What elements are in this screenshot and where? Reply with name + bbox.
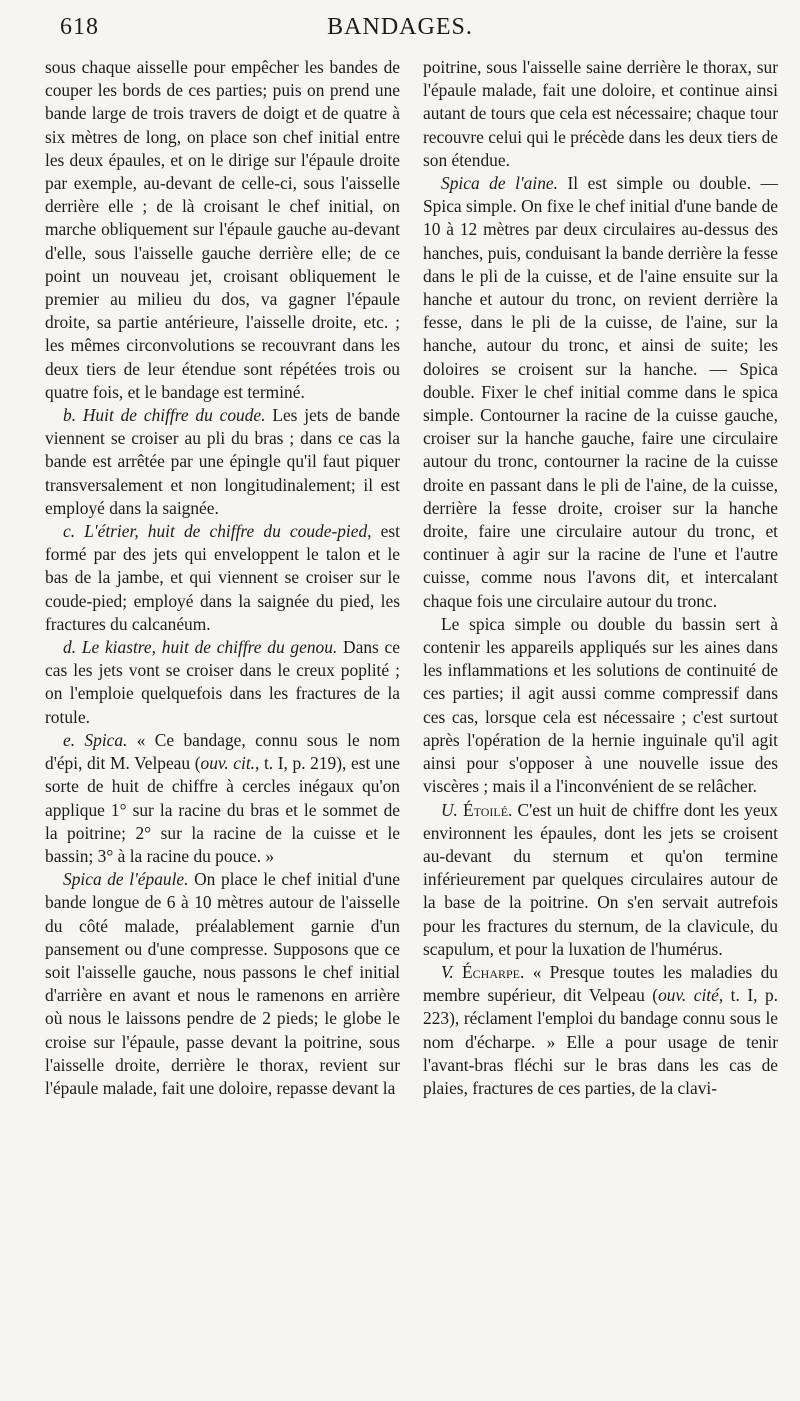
section-title: L'étrier, huit de chiffre du coude-pied, (84, 521, 372, 542)
item-letter: U. (441, 799, 458, 820)
item-letter: e. (63, 729, 76, 750)
section-title: Huit de chiffre du coude. (82, 405, 266, 426)
paragraph (45, 404, 400, 520)
paragraph-body: , t. I, p. 223), réclament l'emploi du bandage connu sous le nom d'écharpe. » Elle a pour usage de tenir l'avant-bras fléchi sur le bras dans les cas de plaies, fractures de ces parties, de la clavi- (423, 985, 778, 1098)
section-title: Le kiastre, huit de chiffre du genou. (81, 637, 338, 658)
paragraph-body: « Ce bandage, connu sous le nom d'épi, dit M. Velpeau ( (45, 729, 400, 774)
paragraph: sous chaque aisselle pour empêcher les bandes de couper les bords de ces parties; puis on prend une bande large de trois travers de doigt et de quatre à six mètres de long, on place son chef initial entre les deux épaules, et on le dirige sur l'épaule droite par exemple, au-devant de celle-ci, sous l'aisselle derrière elle ; de là croisant le chef initial, on marche obliquement sur l'épaule gauche au-devant d'elle, sous l'aisselle gauche derrière elle; de ce point un nouveau jet, croisant obliquement le premier au milieu du dos, va gagner l'épaule droite, sa partie antérieure, l'aisselle droite, etc. ; les mêmes circonvolutions se recouvrant dans les deux tiers de leur étendue sont répétées trois ou quatre fois, et le bandage est terminé. (45, 57, 400, 402)
paragraph: Le spica simple ou double du bassin sert à contenir les appareils appliqués sur les aines dans les inflammations et les solutions de continuité de ces parties; il agit aussi comme compressif dans ces cas, lorsque cela est nécessaire ; c'est surtout après l'opération de la hernie inguinale qu'il agit ainsi pour s'opposer à une nouvelle issue des viscères ; mais il a l'inconvénient de se relâcher. (423, 613, 778, 797)
paragraph (423, 172, 778, 613)
page-number: 618 (60, 14, 99, 40)
left-column (45, 56, 400, 1100)
item-letter: d. (63, 637, 77, 658)
paragraph-body: C'est un huit de chiffre dont les yeux environnent les épaules, dont les jets se croisent au-devant du sternum et qu'on termine inférieurement par quelques circulaires autour de la base de la poitrine. On s'en servait autrefois pour les fractures du sternum, de la clavicule, du scapulum, et pour la luxation de l'humérus. (423, 799, 778, 959)
paragraph: poitrine, sous l'aisselle saine derrière le thorax, sur l'épaule malade, fait une doloire, et continue ainsi autant de tours que cela est nécessaire; chaque tour recouvre celui qui le précède dans les deux tiers de son étendue. (423, 57, 778, 170)
paragraph (45, 868, 400, 1100)
item-letter: V. (441, 961, 454, 982)
paragraph-body: On place le chef initial d'une bande longue de 6 à 10 mètres autour de l'aisselle du côté malade, préalablement garnie d'un pansement ou d'une compresse. Supposons que ce soit l'aisselle gauche, nous passons le chef initial d'arrière en avant et nous le ramenons en arrière où nous le laissons pendre de 2 pieds; le globe le croise sur l'épaule, passe devant la poitrine, sous l'aisselle droite, derrière le thorax, revient sur l'épaule malade, fait une doloire, repasse devant la (45, 869, 400, 1098)
item-letter: c. (63, 521, 76, 542)
section-title: Spica de l'aine. (441, 173, 558, 194)
section-title: Spica de l'épaule. (63, 869, 189, 890)
running-title: BANDAGES. (327, 14, 473, 40)
paragraph-body: Dans ce cas les jets vont se croiser dans le creux poplité ; on l'emploie quelquefois dans les fractures de la rotule. (45, 637, 400, 727)
paragraph-body: Il est simple ou double. — Spica simple. On fixe le chef initial d'une bande de 10 à 12 mètres par deux circulaires au-dessus des hanches, puis, conduisant la bande derrière la fesse dans le pli de la cuisse, et de l'aine ensuite sur la hanche et autour du tronc, on revient derrière la fesse, dans le pli de la cuisse, de l'aine, sur la hanche, autour du tronc, et ainsi de suite; les doloires se croisent sur la hanche. — Spica double. Fixer le chef initial comme dans le spica simple. Contourner la racine de la cuisse gauche, croiser sur la hanche gauche, faire une circulaire autour du tronc, contourner la racine de la cuisse droite en passant dans le pli de l'aine, de la cuisse, derrière la fesse droite, croiser sur la hanche droite, faire une circulaire autour du tronc, et continuer à agir sur la racine de l'une et l'autre cuisse, comme nous l'avons dit, et intercalant chaque fois une circulaire autour du tronc. (423, 173, 778, 611)
paragraph-body: « Presque toutes les maladies du membre supérieur, dit Velpeau ( (423, 961, 778, 1006)
section-title: Étoilé. (463, 799, 513, 820)
item-letter: b. (63, 405, 77, 426)
citation: ouv. cité (658, 985, 719, 1006)
paragraph (423, 961, 778, 1100)
paragraph (45, 729, 400, 868)
paragraph-body: est formé par des jets qui enveloppent le talon et le bas de la jambe, et qui viennent se croiser sur le coude-pied; employé dans la saignée du pied, les fractures du calcanéum. (45, 521, 400, 634)
page-header (30, 14, 770, 46)
paragraph (423, 799, 778, 961)
right-column (423, 56, 778, 1100)
paragraph-body: , t. I, p. 219), est une sorte de huit de chiffre à cercles inégaux qu'on applique 1° sur la racine du bras et le sommet de la poitrine; 2° sur la racine de la cuisse et le bassin; 3° à la racine du pouce. » (45, 753, 401, 866)
section-title: Spica. (84, 729, 128, 750)
paragraph-body: Les jets de bande viennent se croiser au pli du bras ; dans ce cas la bande est arrêtée par une épingle qu'il faut piquer transversalement et non longitudinalement; il est employé dans la saignée. (45, 405, 400, 518)
citation: ouv. cit. (200, 753, 256, 774)
section-title: Écharpe. (462, 961, 525, 982)
paragraph (45, 636, 400, 729)
paragraph (45, 520, 400, 636)
